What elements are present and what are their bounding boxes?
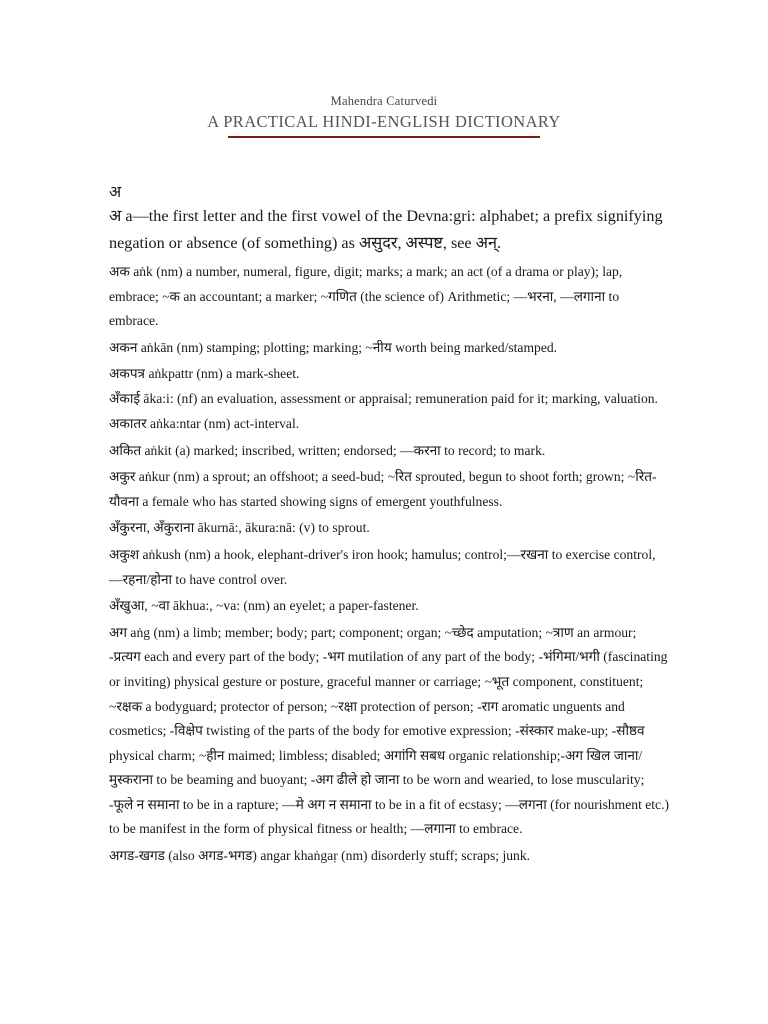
entry-ankan: अकन aṅkān (nm) stamping; plotting; marking; ~नीय worth being marked/stamped. xyxy=(109,339,558,355)
entry-ang: अग aṅg (nm) a limb; member; body; part; component; organ; ~च्छेद amputation; ~त्राण an armour; -प्रत्यग each and every part of the body; -भग mutilation of any part of the body; -भंगिमा/भगी (fascinating or inviting) physical gesture or posture, graceful manner or carriage; ~भूत component, constituent; ~रक्षक a bodyguard; protector of person; ~रक्षा protection of person; -राग aromatic unguents and cosmetics; -विक्षेप twisting of the parts of the body for emotive expression; -संस्कार make-up; -सौष्ठव physical charm; ~हीन maimed; limbless; disabled; अगांगि सबध organic relationship;-अग खिल जाना/मुस्कराना to be beaming and buoyant; -अग ढीले हो जाना to be worn and wearied, to lose muscularity; -फूले न समाना to be in a rapture; —मे अग न समाना to be in a fit of ecstasy; —लगना (for nourishment etc.) to be manifest in the form of physical fitness or health; —लगाना to embrace. xyxy=(109,624,670,837)
entry-a: अ a—the first letter and the first vowel of the Devna:gri: alphabet; a prefix signifying negation or absence (of something) as असुदर, अस्पष्ट, see अन्. xyxy=(109,207,663,252)
entry-ankur: अकुर aṅkur (nm) a sprout; an offshoot; a seed-bud; ~रित sprouted, begun to shoot forth; grown; ~रित-यौवना a female who has started showing signs of emergent youthfulness. xyxy=(109,469,657,509)
author-name: Mahendra Caturvedi xyxy=(330,94,438,108)
entry-ankit: अकित aṅkit (a) marked; inscribed, written; endorsed; —करना to record; to mark. xyxy=(109,442,546,458)
book-title: A PRACTICAL HINDI-ENGLISH DICTIONARY xyxy=(207,112,561,131)
entry-angar-khangar: अगड-खगड (also अगड-भगड) angar khaṅgaṛ (nm) disorderly stuff; scraps; junk. xyxy=(109,848,531,864)
entry-akurna: अँकुरना, अँकुराना ākurnā:, ākura:nā: (v) to sprout. xyxy=(109,520,370,536)
dictionary-entries xyxy=(109,203,669,871)
title-underline xyxy=(228,136,540,138)
entry-ankantar: अकातर aṅka:ntar (nm) act-interval. xyxy=(109,415,300,431)
entry-ankpattr: अकपत्र aṅkpattr (nm) a mark-sheet. xyxy=(109,366,300,382)
entry-ankush: अकुश aṅkush (nm) a hook, elephant-driver's iron hook; hamulus; control;—रखना to exercise control, —रहना/होना to have control over. xyxy=(109,546,656,587)
entry-akhua: अँखुआ, ~वा ākhua:, ~va: (nm) an eyelet; a paper-fastener. xyxy=(109,598,419,614)
entry-ank: अक aṅk (nm) a number, numeral, figure, digit; marks; a mark; an act (of a drama or play); lap, embrace; ~क an accountant; a marker; ~गणित (the science of) Arithmetic; —भरना, —लगाना to embrace. xyxy=(109,264,623,329)
section-letter: अ xyxy=(109,184,122,201)
entry-akai: अँकाई āka:i: (nf) an evaluation, assessment or appraisal; remuneration paid for it; marking, valuation. xyxy=(109,390,658,406)
